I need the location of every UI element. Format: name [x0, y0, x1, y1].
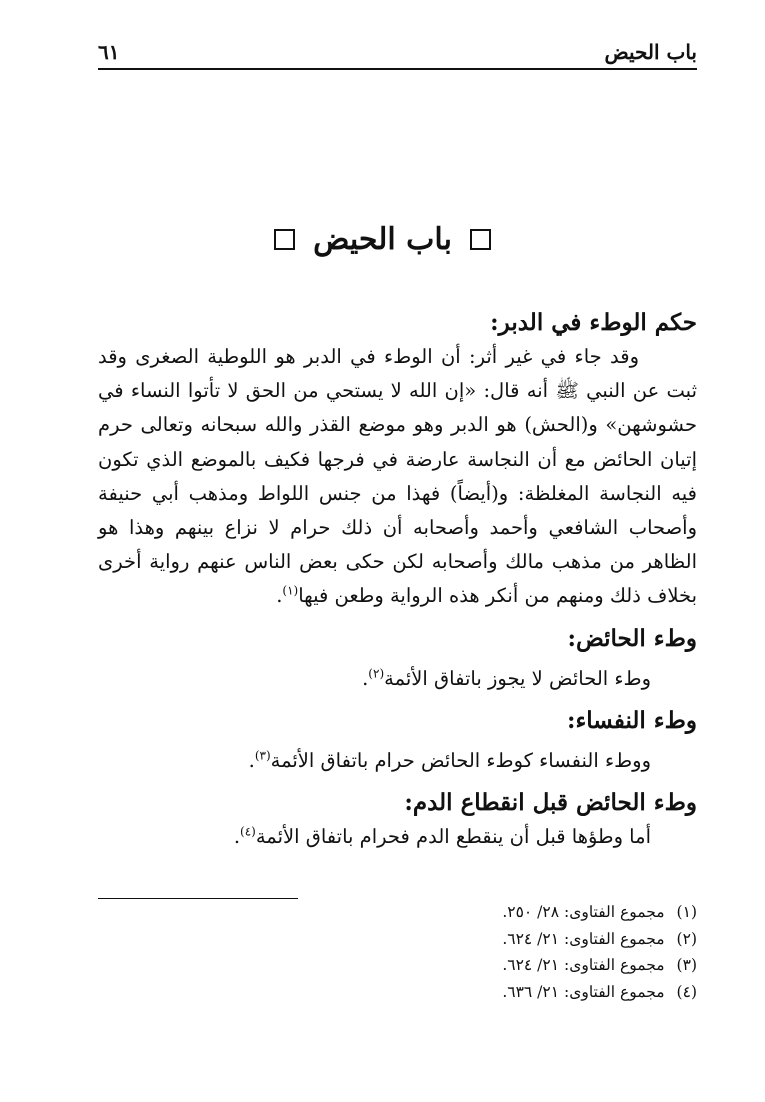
section-heading: وطء الحائض: — [567, 624, 697, 652]
footnote-item — [98, 926, 697, 953]
footnote-ref[interactable]: (٤) — [240, 824, 256, 839]
section-paragraph — [98, 744, 651, 778]
footnotes — [98, 898, 697, 1005]
paragraph-text: وطء الحائض لا يجوز باتفاق الأئمة — [384, 666, 651, 690]
paragraph-end: . — [276, 584, 283, 608]
footnote-divider — [98, 898, 298, 899]
section-paragraph — [98, 820, 651, 854]
footnote-ref[interactable]: (١) — [282, 583, 299, 598]
paragraph-end: . — [233, 825, 241, 849]
paragraph-text: ووطء النفساء كوطء الحائض حرام باتفاق الأئمة — [270, 748, 651, 772]
footnote-item — [98, 979, 697, 1006]
page-number: ٦١ — [98, 40, 120, 64]
paragraph-end: . — [362, 666, 369, 690]
footnote-text: مجموع الفتاوى: ٢١/ ٦٢٤. — [502, 929, 665, 948]
paragraph-end: . — [248, 748, 255, 772]
running-title: باب الحيض — [604, 40, 697, 64]
square-ornament-icon — [274, 229, 295, 250]
paragraph-text: أما وطؤها قبل أن ينقطع الدم فحرام باتفاق الأئمة — [255, 825, 651, 849]
footnote-item — [98, 899, 697, 926]
section-heading: وطء الحائض قبل انقطاع الدم: — [404, 789, 697, 817]
chapter-title — [0, 222, 765, 257]
chapter-title-text: باب الحيض — [313, 222, 452, 257]
footnote-text: مجموع الفتاوى: ٢٨/ ٢٥٠. — [502, 903, 665, 921]
section-paragraph — [98, 340, 697, 614]
footnote-ref[interactable]: (٢) — [368, 666, 385, 681]
footnote-text: مجموع الفتاوى: ٢١/ ٦٢٤. — [502, 956, 665, 974]
footnote-number: (٤) — [676, 982, 697, 1001]
footnote-text: مجموع الفتاوى: ٢١/ ٦٣٦. — [502, 982, 665, 1001]
footnote-number: (٢) — [676, 929, 697, 948]
main-text — [98, 306, 697, 854]
paragraph-text: وقد جاء في غير أثر: أن الوطء في الدبر هو اللوطية الصغرى وقد ثبت عن النبي ﷺ أنه قال: «إن الله لا يستحي من الحق لا تأتوا النساء في حشوشهن» و(الحش) هو الدبر وهو موضع القذر والله سبحانه وتعالى حرم إتيان الحائض مع أن النجاسة عارضة في فرجها فكيف بالموضع الذي تكون فيه النجاسة المغلظة: و(أيضاً) فهذا من جنس اللواط ومذهب أبي حنيفة وأصحاب الشافعي وأحمد وأصحابه أن ذلك حرام لا نزاع بينهم وهذا هو الظاهر من مذهب مالك وأصحابه لكن حكى بعض الناس عنهم رواية أخرى بخلاف ذلك ومنهم من أنكر هذه الرواية وطعن فيها — [98, 345, 697, 608]
section-heading: حكم الوطء في الدبر: — [490, 309, 697, 336]
square-ornament-icon — [470, 229, 491, 250]
running-header — [98, 34, 697, 70]
section-heading: وطء النفساء: — [566, 706, 697, 734]
footnote-number: (١) — [676, 903, 697, 921]
section-paragraph — [98, 662, 651, 696]
footnote-ref[interactable]: (٣) — [254, 748, 271, 763]
footnote-number: (٣) — [676, 956, 697, 974]
footnote-item — [98, 952, 697, 979]
